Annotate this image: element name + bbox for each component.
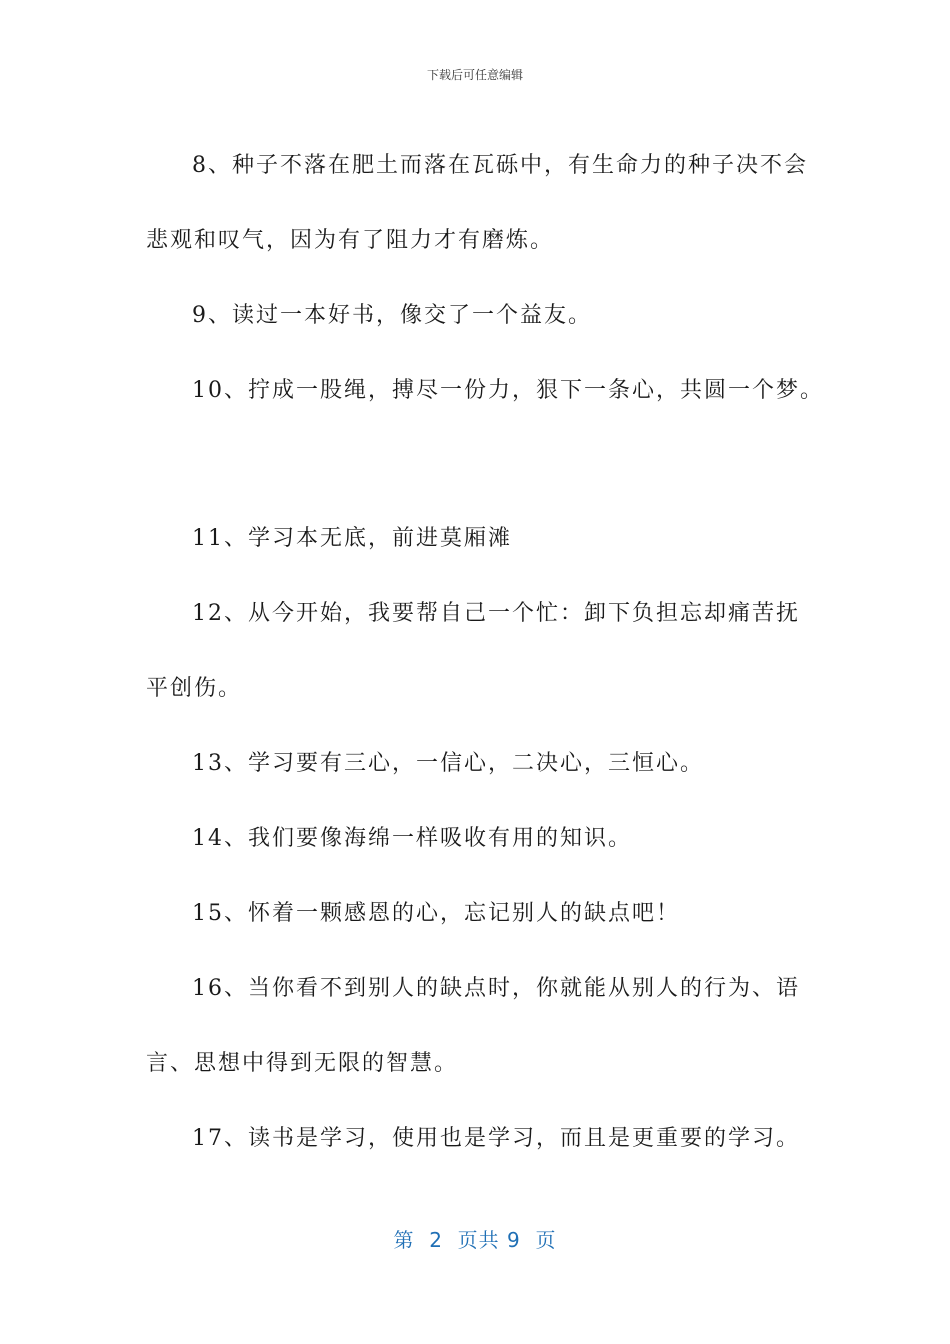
paragraph-line [146, 203, 826, 278]
line-text: 14、我们要像海绵一样吸收有用的知识。 [192, 826, 632, 851]
page-number: 第 2 页共 9 页 [393, 1228, 557, 1252]
document-body [146, 128, 826, 1176]
paragraph-line [146, 576, 826, 651]
paragraph-line [146, 801, 826, 876]
line-text: 12、从今开始，我要帮自己一个忙：卸下负担忘却痛苦抚 [192, 601, 800, 626]
line-text: 9、读过一本好书，像交了一个益友。 [192, 303, 592, 328]
paragraph-line [146, 501, 826, 576]
paragraph-line [146, 876, 826, 951]
line-text: 13、学习要有三心，一信心，二决心，三恒心。 [192, 751, 704, 776]
header-note: 下载后可任意编辑 [426, 68, 523, 82]
paragraph-line [146, 128, 826, 203]
line-text: 16、当你看不到别人的缺点时，你就能从别人的行为、语 [192, 976, 800, 1001]
line-text: 8、种子不落在肥土而落在瓦砾中，有生命力的种子决不会 [192, 153, 808, 178]
paragraph-line [146, 278, 826, 353]
line-text: 17、读书是学习，使用也是学习，而且是更重要的学习。 [192, 1126, 800, 1151]
line-text: 10、拧成一股绳，搏尽一份力，狠下一条心，共圆一个梦。 [192, 378, 824, 403]
line-text: 平创伤。 [146, 676, 243, 701]
line-text: 悲观和叹气，因为有了阻力才有磨炼。 [146, 228, 555, 253]
paragraph-line [146, 651, 826, 726]
paragraph-line [146, 1101, 826, 1176]
paragraph-line [146, 353, 826, 428]
line-text: 言、思想中得到无限的智慧。 [146, 1051, 459, 1076]
paragraph-line [146, 726, 826, 801]
paragraph-line [146, 951, 826, 1026]
paragraph-line [146, 1026, 826, 1101]
line-text: 11、学习本无底，前进莫厢滩 [192, 526, 512, 551]
line-text: 15、怀着一颗感恩的心，忘记别人的缺点吧！ [192, 901, 680, 926]
paragraph-gap [146, 428, 826, 501]
